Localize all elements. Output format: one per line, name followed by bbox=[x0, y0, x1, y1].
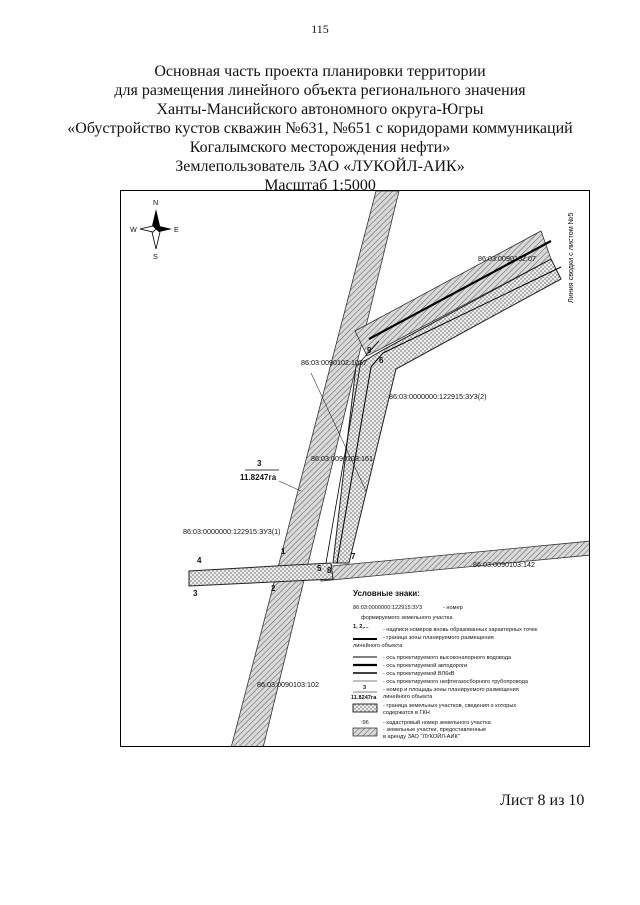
page-number: 115 bbox=[311, 22, 329, 36]
legend-axis-vvod: - ось проектируемого высоконапорного водовода bbox=[383, 655, 512, 661]
legend-zone-num: 3 bbox=[363, 685, 367, 691]
parcel-zu3-1 bbox=[189, 563, 333, 586]
legend-gkn-desc-2: содержатся в ГКН bbox=[383, 710, 430, 716]
cad-label-1057: 86:03:0090102:1057 bbox=[301, 358, 367, 367]
legend-lease-sample bbox=[353, 728, 377, 736]
legend-zone-border-desc: - граница зоны планируемого размещения bbox=[383, 635, 494, 641]
cad-label-103142: 86:03:0090103:142 bbox=[473, 560, 535, 569]
zone-number: 3 bbox=[257, 459, 262, 468]
cad-label-0701: 86:03:0090102:07 bbox=[478, 254, 536, 263]
point-9: 9 bbox=[367, 346, 372, 355]
side-note-label: Линия сводки с листом №5 bbox=[566, 212, 575, 303]
legend-zone-desc-2: линейного объекта bbox=[383, 694, 433, 700]
sheet-number: Лист 8 из 10 bbox=[500, 792, 585, 809]
title-line-7: Масштаб 1:5000 bbox=[264, 177, 376, 194]
legend-zone-area: 11.8247га bbox=[351, 695, 377, 701]
title-line-6: Землепользователь ЗАО «ЛУКОЙЛ-АИК» bbox=[175, 158, 465, 175]
legend-code: 86:03:0000000:122915:ЗУ3 bbox=[353, 605, 423, 611]
point-4: 4 bbox=[197, 556, 202, 565]
legend-points-desc: - надписи номеров вновь образованных характерных точек bbox=[383, 627, 538, 633]
point-3: 3 bbox=[193, 589, 198, 598]
legend bbox=[349, 586, 590, 747]
zone-area: 11.8247га bbox=[240, 473, 277, 482]
title-line-4: «Обустройство кустов скважин №631, №651 с коридорами коммуникаций bbox=[67, 120, 573, 137]
point-5: 5 bbox=[317, 564, 322, 573]
title-line-2: для размещения линейного объекта регионального значения bbox=[114, 82, 526, 99]
cad-label-103161: 86:03:0090103:161 bbox=[311, 454, 373, 463]
map-frame bbox=[120, 190, 590, 747]
point-6: 6 bbox=[379, 356, 384, 365]
point-7: 7 bbox=[351, 552, 356, 561]
point-2: 2 bbox=[271, 584, 276, 593]
title-line-5: Когалымского месторождения нефти» bbox=[189, 139, 451, 156]
zone-leader bbox=[279, 481, 301, 491]
compass-e: E bbox=[174, 225, 179, 234]
legend-points-sample: 1, 2,... bbox=[353, 624, 369, 630]
compass-n: N bbox=[153, 198, 159, 207]
legend-gkn-sample bbox=[353, 704, 377, 712]
legend-zone-border-desc-2: линейного объекта bbox=[353, 643, 403, 649]
point-8: 8 bbox=[327, 566, 332, 575]
legend-code-desc: формируемого земельного участка bbox=[361, 615, 453, 621]
plan-map bbox=[121, 191, 590, 747]
compass-w: W bbox=[130, 225, 137, 234]
compass-rose-icon bbox=[130, 198, 179, 261]
cad-label-103102: 86:03:0090103:102 bbox=[257, 680, 319, 689]
legend-lease-desc: - земельные участки, предоставленные bbox=[383, 727, 487, 733]
legend-zone-desc: - номер и площадь зоны планируемого размещения bbox=[383, 687, 519, 693]
legend-cad-desc: - кадастровый номер земельного участка bbox=[383, 720, 491, 726]
legend-cad-sample: :96 bbox=[361, 720, 369, 726]
title-line-1: Основная часть проекта планировки территории bbox=[154, 63, 486, 80]
legend-title: Условные знаки: bbox=[353, 589, 420, 598]
parcel-label-1: 86:03:0000000:122915:ЗУ3(1) bbox=[183, 527, 281, 536]
point-1: 1 bbox=[281, 547, 286, 556]
legend-gkn-desc: - граница земельных участков, сведения о которых bbox=[383, 703, 517, 709]
legend-axis-road: - ось проектируемой автодороги bbox=[383, 663, 468, 669]
parcel-label-2: 86:03:0000000:122915:ЗУ3(2) bbox=[389, 392, 487, 401]
legend-lease-desc-2: в аренду ЗАО "ЛУКОЙЛ-АИК" bbox=[383, 734, 460, 740]
title-line-3: Ханты-Мансийского автономного округа-Югры bbox=[156, 101, 484, 118]
legend-code-suffix: - номер bbox=[443, 605, 463, 611]
legend-axis-vl: - ось проектируемой ВЛ6кВ bbox=[383, 671, 455, 677]
lower-road-corridor bbox=[321, 541, 590, 581]
document-title bbox=[0, 62, 640, 195]
legend-axis-pipe: - ось проектируемого нефтегазосборного трубопровода bbox=[383, 679, 528, 685]
compass-s: S bbox=[153, 252, 158, 261]
